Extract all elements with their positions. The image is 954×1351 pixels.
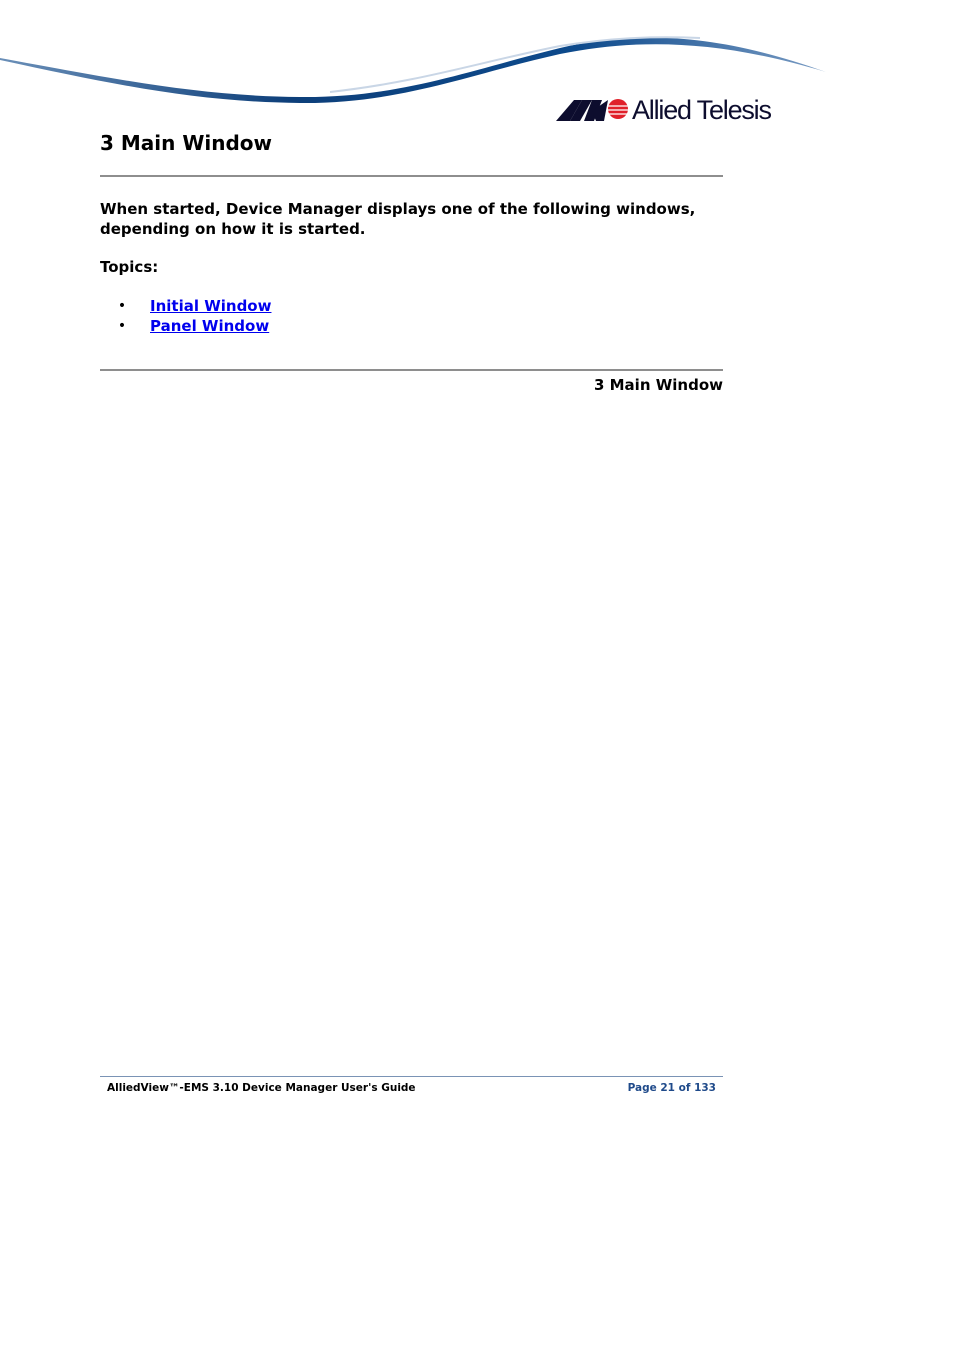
- list-item: [100, 316, 271, 336]
- section-footer-title: 3 Main Window: [593, 376, 723, 394]
- footer-page-indicator: Page 21 of 133: [627, 1082, 716, 1094]
- bullet-icon: •: [117, 318, 127, 334]
- topics-list: [100, 296, 271, 336]
- title-divider: [100, 175, 723, 177]
- panel-window-link[interactable]: Panel Window: [150, 317, 270, 335]
- intro-text: When started, Device Manager displays one of the following windows, depending on how it is started.: [100, 200, 696, 238]
- topics-label: Topics:: [100, 258, 159, 276]
- logo-text: Allied Telesis: [632, 95, 771, 125]
- allied-telesis-logo-icon: [556, 97, 628, 123]
- allied-telesis-logo: [556, 94, 771, 126]
- footer-guide-title: AlliedView™-EMS 3.10 Device Manager User's Guide: [107, 1082, 416, 1094]
- initial-window-link[interactable]: Initial Window: [150, 297, 272, 315]
- header-swoosh: [0, 0, 954, 130]
- section-divider: [100, 369, 723, 371]
- bullet-icon: •: [117, 298, 127, 314]
- footer-divider: [100, 1076, 723, 1077]
- page-title: 3 Main Window: [100, 131, 273, 155]
- list-item: [100, 296, 271, 316]
